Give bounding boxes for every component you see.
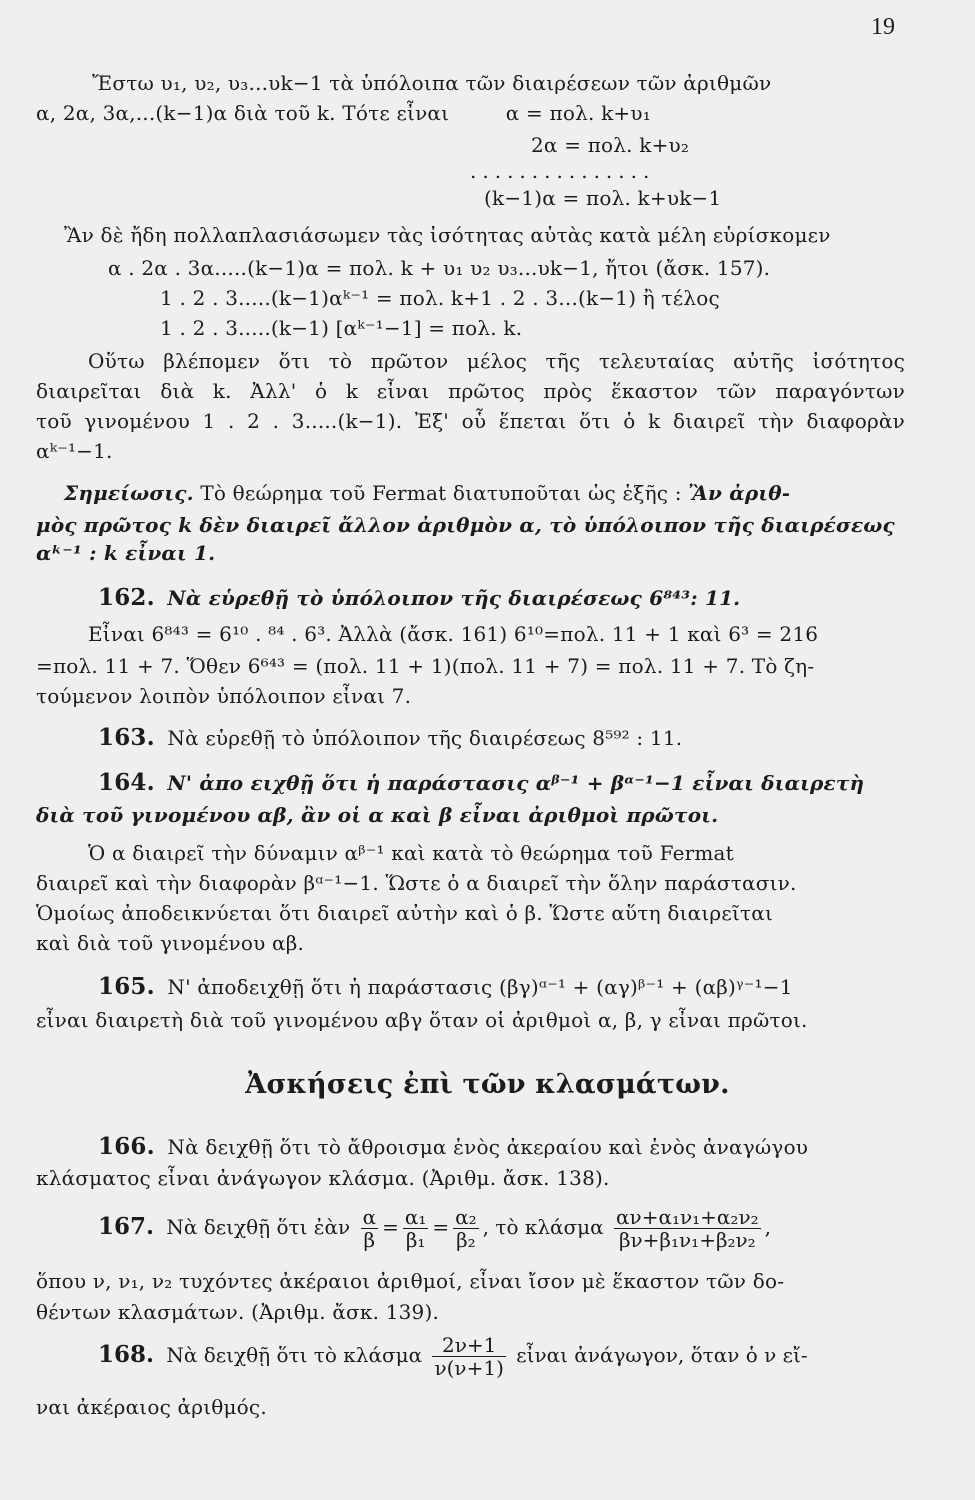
exercise-164-title [98,768,905,798]
exercise-title: Νὰ εὑρεθῇ τὸ ὑπόλοιπον τῆς διαιρέσεως 8⁵⁹² : 11. [167,726,683,750]
exercise-title: Ν' ἀπο ειχθῇ ὅτι ἡ παράστασις αᵝ⁻¹ + βᵅ⁻¹−1 εἶναι διαιρετὴ [167,771,865,795]
exercise-168-first-line [98,1334,808,1379]
text-line: διαιρεῖται διὰ k. Ἀλλ' ὁ k εἶναι πρῶτος πρὸς ἕκαστον τῶν παραγόντων [36,379,905,403]
numerator: 2ν+1 [432,1334,505,1357]
denominator: ν(ν+1) [434,1356,504,1380]
denominator: β₁ [405,1228,426,1252]
text-line: αᵏ⁻¹−1. [36,439,113,463]
text-segment: Νὰ δειχθῇ ὅτι τὸ ἄθροισμα ἑνὸς ἀκεραίου καὶ ἑνὸς ἀναγώγου [167,1135,809,1159]
numerator: α₁ [404,1205,427,1229]
equation: 1 . 2 . 3.....(k−1) [αᵏ⁻¹−1] = πολ. k. [160,316,523,340]
fraction [432,1334,505,1379]
page-number: 19 [871,14,895,40]
ellipsis-row: ............... [470,159,656,183]
exercise-title: Νὰ εὑρεθῇ τὸ ὑπόλοιπον τῆς διαιρέσεως 6⁸⁴³: 11. [167,586,741,610]
exercise-number: 164. [98,769,155,796]
exercise-number: 162. [98,584,155,611]
text-line: θέντων κλασμάτων. (Ἀριθμ. ἄσκ. 139). [36,1300,440,1324]
note-line: αᵏ⁻¹ : k εἶναι 1. [36,541,216,565]
text-segment: Ν' ἀποδειχθῇ ὅτι ἡ παράστασις (βγ)ᵅ⁻¹ + (αγ)ᵝ⁻¹ + (αβ)ᵞ⁻¹−1 [167,975,793,999]
exercise-163 [98,723,905,753]
exercise-number: 163. [98,724,155,751]
text-line: ὅπου ν, ν₁, ν₂ τυχόντες ἀκέραιοι ἀριθμοί, εἶναι ἴσον μὲ ἕκαστον τῶν δο- [36,1269,785,1293]
note-line [64,478,905,508]
equation: 2α = πολ. k+υ₂ [531,133,690,157]
text-line: διαιρεῖ καὶ τὴν διαφορὰν βᵅ⁻¹−1. Ὥστε ὁ α διαιρεῖ τὴν ὅλην παράστασιν. [36,871,797,895]
exercise-number: 166. [98,1133,155,1160]
fraction [361,1206,379,1251]
exercise-165 [98,972,905,1002]
fraction [614,1206,761,1251]
exercise-162-title [98,583,905,613]
text-line: =πολ. 11 + 7. Ὅθεν 6⁶⁴³ = (πολ. 11 + 1)(πολ. 11 + 7) = πολ. 11 + 7. Τὸ ζη- [36,654,815,678]
numerator: α₂ [455,1205,477,1229]
text-segment: Νὰ δειχθῇ ὅτι τὸ κλάσμα [166,1343,423,1367]
denominator: βν+β₁ν₁+β₂ν₂ [618,1228,756,1252]
denominator: β [363,1228,376,1252]
exercise-167-first-line: 167. Νὰ δειχθῇ ὅτι ἐὰν $\frac{\alpha}{\beta}$ = $\frac{\text{α₁}}{\text{β₁}}$ = $\frac{\text{α₂}}{\text{β₂}}$ , τὸ κλάσμα $\frac{\text{αν+α₁ν₁+α₂ν₂}}{\text{βν+β₁ν₁+β₂ν₂}}$ , [98,1205,771,1252]
text-line: Ἔστω υ₁, υ₂, υ₃...υk−1 τὰ ὑπόλοιπα τῶν διαιρέσεων τῶν ἀριθμῶν [92,71,772,95]
numerator: αν+α₁ν₁+α₂ν₂ [616,1205,759,1229]
exercise-number: 165. [98,973,155,1000]
text-line: Εἶναι 6⁸⁴³ = 6¹⁰ . ⁸⁴ . 6³. Ἀλλὰ (ἄσκ. 161) 6¹⁰=πολ. 11 + 1 καὶ 6³ = 216 [88,622,819,646]
text-line [36,98,905,128]
text-line: εἶναι διαιρετὴ διὰ τοῦ γινομένου αβγ ὅταν οἱ ἀριθμοὶ α, β, γ εἶναι πρῶτοι. [36,1008,808,1032]
exercise-number: 168. [98,1341,155,1368]
exercise-166 [98,1132,905,1162]
text-segment: Ἂν ἀριθ- [688,481,791,505]
denominator: β₂ [456,1228,476,1252]
fraction [403,1206,429,1251]
fraction [453,1206,479,1251]
text-line: Ὁμοίως ἀποδεικνύεται ὅτι διαιρεῖ αὐτὴν καὶ ὁ β. Ὥστε αὕτη διαιρεῖται [36,901,773,925]
text-segment: , [764,1215,771,1239]
equation: α . 2α . 3α.....(k−1)α = πολ. k + υ₁ υ₂ υ₃...υk−1, ἤτοι (ἄσκ. 157). [108,256,771,280]
text-line: Ὁ α διαιρεῖ τὴν δύναμιν αᵝ⁻¹ καὶ κατὰ τὸ θεώρημα τοῦ Fermat [88,841,734,865]
equation: (k−1)α = πολ. k+υk−1 [484,186,722,210]
text-segment: , τὸ κλάσμα [482,1215,604,1239]
text-segment: Νὰ δειχθῇ ὅτι ἐὰν [166,1215,351,1239]
text-segment: εἶναι ἀνάγωγον, ὅταν ὁ ν εἴ- [516,1343,808,1367]
text-line: κλάσματος εἶναι ἀνάγωγον κλάσμα. (Ἀριθμ. ἄσκ. 138). [36,1166,610,1190]
numerator: α [362,1205,377,1229]
equation: 1 . 2 . 3.....(k−1)αᵏ⁻¹ = πολ. k+1 . 2 . 3...(k−1) ἢ τέλος [160,286,720,310]
text-segment: α, 2α, 3α,...(k−1)α διὰ τοῦ k. Τότε εἶναι [36,101,450,125]
section-heading: Ἀσκήσεις ἐπὶ τῶν κλασμάτων. [245,1069,730,1100]
exercise-title-line: διὰ τοῦ γινομένου αβ, ἂν οἱ α καὶ β εἶναι ἀριθμοὶ πρῶτοι. [36,803,719,827]
text-line: Ἂν δὲ ἤδη πολλαπλασιάσωμεν τὰς ἰσότητας αὐτὰς κατὰ μέλη εὑρίσκομεν [64,223,831,247]
note-line: μὸς πρῶτος k δὲν διαιρεῖ ἄλλον ἀριθμὸν α, τὸ ὑπόλοιπον τῆς διαιρέσεως [36,513,895,537]
equation: α = πολ. k+υ₁ [505,101,651,125]
text-line: Οὕτω βλέπομεν ὅτι τὸ πρῶτον μέλος τῆς τελευταίας αὐτῆς ἰσότητος [88,349,905,373]
text-line: τούμενον λοιπὸν ὑπόλοιπον εἶναι 7. [36,684,412,708]
exercise-number: 167. [98,1213,155,1240]
text-line: ναι ἀκέραιος ἀριθμός. [36,1395,267,1419]
text-segment: Τὸ θεώρημα τοῦ Fermat διατυποῦται ὡς ἑξῆς : [200,481,682,505]
note-label: Σημείωσις. [64,481,194,505]
text-line: τοῦ γινομένου 1 . 2 . 3.....(k−1). Ἐξ' οὗ ἕπεται ὅτι ὁ k διαιρεῖ τὴν διαφορὰν [36,409,905,433]
text-line: καὶ διὰ τοῦ γινομένου αβ. [36,931,305,955]
